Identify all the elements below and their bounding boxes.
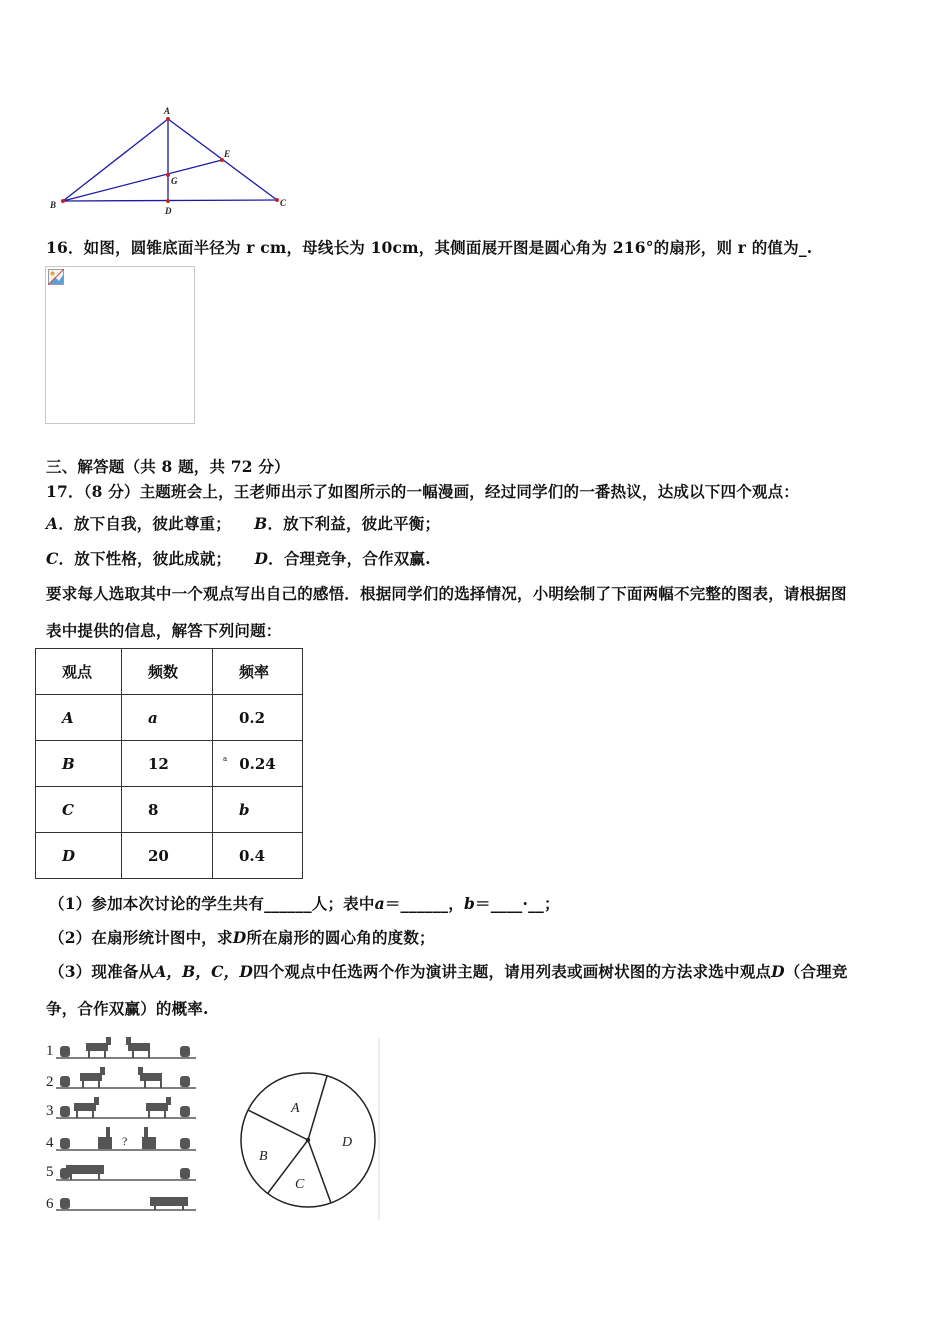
sub1-text-2: ＝______， xyxy=(384,894,464,913)
donkey-pair-3 xyxy=(74,1097,171,1118)
sub-question-2 xyxy=(49,926,435,948)
divider-c-d xyxy=(308,1140,331,1203)
header-view: 观点 xyxy=(36,649,122,695)
panel-number: 5 xyxy=(46,1164,54,1180)
options-ab xyxy=(46,512,440,534)
donkey-pair-6 xyxy=(150,1197,188,1210)
option-c-text: ．放下性格，彼此成就； xyxy=(58,549,232,568)
option-b-key: B xyxy=(254,514,268,533)
table-row xyxy=(36,833,303,879)
sub3-text-3: （合理竞 xyxy=(784,962,848,981)
label-d: D xyxy=(165,206,172,216)
pie-chart-image xyxy=(238,1038,380,1220)
panel-number: 1 xyxy=(46,1043,54,1059)
option-d-text: ．合理竞争，合作双赢. xyxy=(268,549,431,568)
segment-bc xyxy=(63,200,277,201)
option-d-key: D xyxy=(254,549,269,568)
triangle-figure xyxy=(44,104,294,219)
broken-image-icon xyxy=(48,269,64,285)
divider-a-d xyxy=(308,1076,327,1140)
panel-number: 4 xyxy=(46,1135,54,1151)
cell-view: C xyxy=(36,787,122,833)
sub1-var-a: a xyxy=(374,894,385,913)
table-row xyxy=(36,695,303,741)
cell-view: D xyxy=(36,833,122,879)
panel-number: 3 xyxy=(46,1103,54,1119)
cell-count: a xyxy=(122,695,213,741)
sub3-text-2: 四个观点中任选两个作为演讲主题，请用列表或画树状图的方法求选中观点 xyxy=(253,962,772,981)
sub2-var-d: D xyxy=(232,928,247,947)
option-a-key: A xyxy=(46,514,59,533)
label-a: A xyxy=(164,106,171,116)
label-e: E xyxy=(224,149,231,159)
donkey-comic-image xyxy=(44,1033,204,1215)
option-c-key: C xyxy=(46,549,59,568)
options-cd xyxy=(46,547,431,569)
segment-ab xyxy=(63,119,168,201)
cell-freq: b xyxy=(213,787,303,833)
cell-count: 20 xyxy=(122,833,213,879)
cell-freq xyxy=(213,741,303,787)
sub3-text-1: （3）现准备从 xyxy=(49,962,155,981)
sub2-text-2: 所在扇形的圆心角的度数； xyxy=(246,928,435,947)
sub1-var-b: b xyxy=(463,894,475,913)
table-header-row xyxy=(36,649,303,695)
section-title: 三、解答题（共 8 题，共 72 分） xyxy=(46,457,290,476)
slice-label-a: A xyxy=(291,1101,300,1116)
sub3-keys: A，B，C，D xyxy=(154,962,253,981)
slice-label-d: D xyxy=(342,1135,353,1150)
option-b-text: ．放下利益，彼此平衡； xyxy=(267,514,441,533)
donkey-pair-1 xyxy=(86,1037,150,1058)
cell-view: B xyxy=(36,741,122,787)
sub3-var-d: D xyxy=(771,962,785,981)
sub1-text-3: ＝____ xyxy=(475,894,523,913)
label-b: B xyxy=(50,200,57,210)
requirement-line-1: 要求每人选取其中一个观点写出自己的感悟．根据同学们的选择情况，小明绘制了下面两幅不完整的图表，请根据图 xyxy=(46,584,847,603)
cell-freq: 0.4 xyxy=(213,833,303,879)
cone-image-placeholder xyxy=(45,266,195,424)
panel-number: 2 xyxy=(46,1074,54,1090)
question-16: 16．如图，圆锥底面半径为 r cm，母线长为 10cm，其侧面展开图是圆心角为 216°的扇形，则 r 的值为_. xyxy=(46,238,813,257)
slice-label-c: C xyxy=(295,1177,305,1192)
segment-be xyxy=(63,160,222,201)
requirement-line-2: 表中提供的信息，解答下列问题： xyxy=(46,621,282,640)
sub2-text-1: （2）在扇形统计图中，求 xyxy=(49,928,233,947)
sub-question-3-line-2: 争，合作双赢）的概率. xyxy=(46,999,209,1018)
label-c: C xyxy=(280,198,287,208)
option-a-text: ．放下自我，彼此尊重； xyxy=(58,514,231,533)
question-mark: ? xyxy=(122,1134,128,1148)
frequency-table xyxy=(35,648,303,879)
cell-freq-value: 0.24 xyxy=(239,754,276,773)
table-row xyxy=(36,787,303,833)
slice-label-b: B xyxy=(259,1149,268,1164)
table-row xyxy=(36,741,303,787)
sub-question-1 xyxy=(49,892,560,914)
cell-view: A xyxy=(36,695,122,741)
sub1-text-4: ·__； xyxy=(522,894,560,913)
cell-count: 12 xyxy=(122,741,213,787)
cell-count: 8 xyxy=(122,787,213,833)
donkey-pair-5 xyxy=(66,1165,104,1180)
question-17-intro: 17．（8 分）主题班会上，王老师出示了如图所示的一幅漫画，经过同学们的一番热议，达成以下四个观点： xyxy=(46,482,800,501)
header-count: 频数 xyxy=(122,649,213,695)
sub1-text-1: （1）参加本次讨论的学生共有______人；表中 xyxy=(49,894,375,913)
sub-question-3-line-1 xyxy=(49,960,848,982)
donkey-pair-2 xyxy=(80,1067,162,1088)
cell-mark: a xyxy=(223,754,228,763)
panel-number: 6 xyxy=(46,1196,54,1212)
header-freq: 频率 xyxy=(213,649,303,695)
cell-freq: 0.2 xyxy=(213,695,303,741)
label-g: G xyxy=(171,176,178,186)
